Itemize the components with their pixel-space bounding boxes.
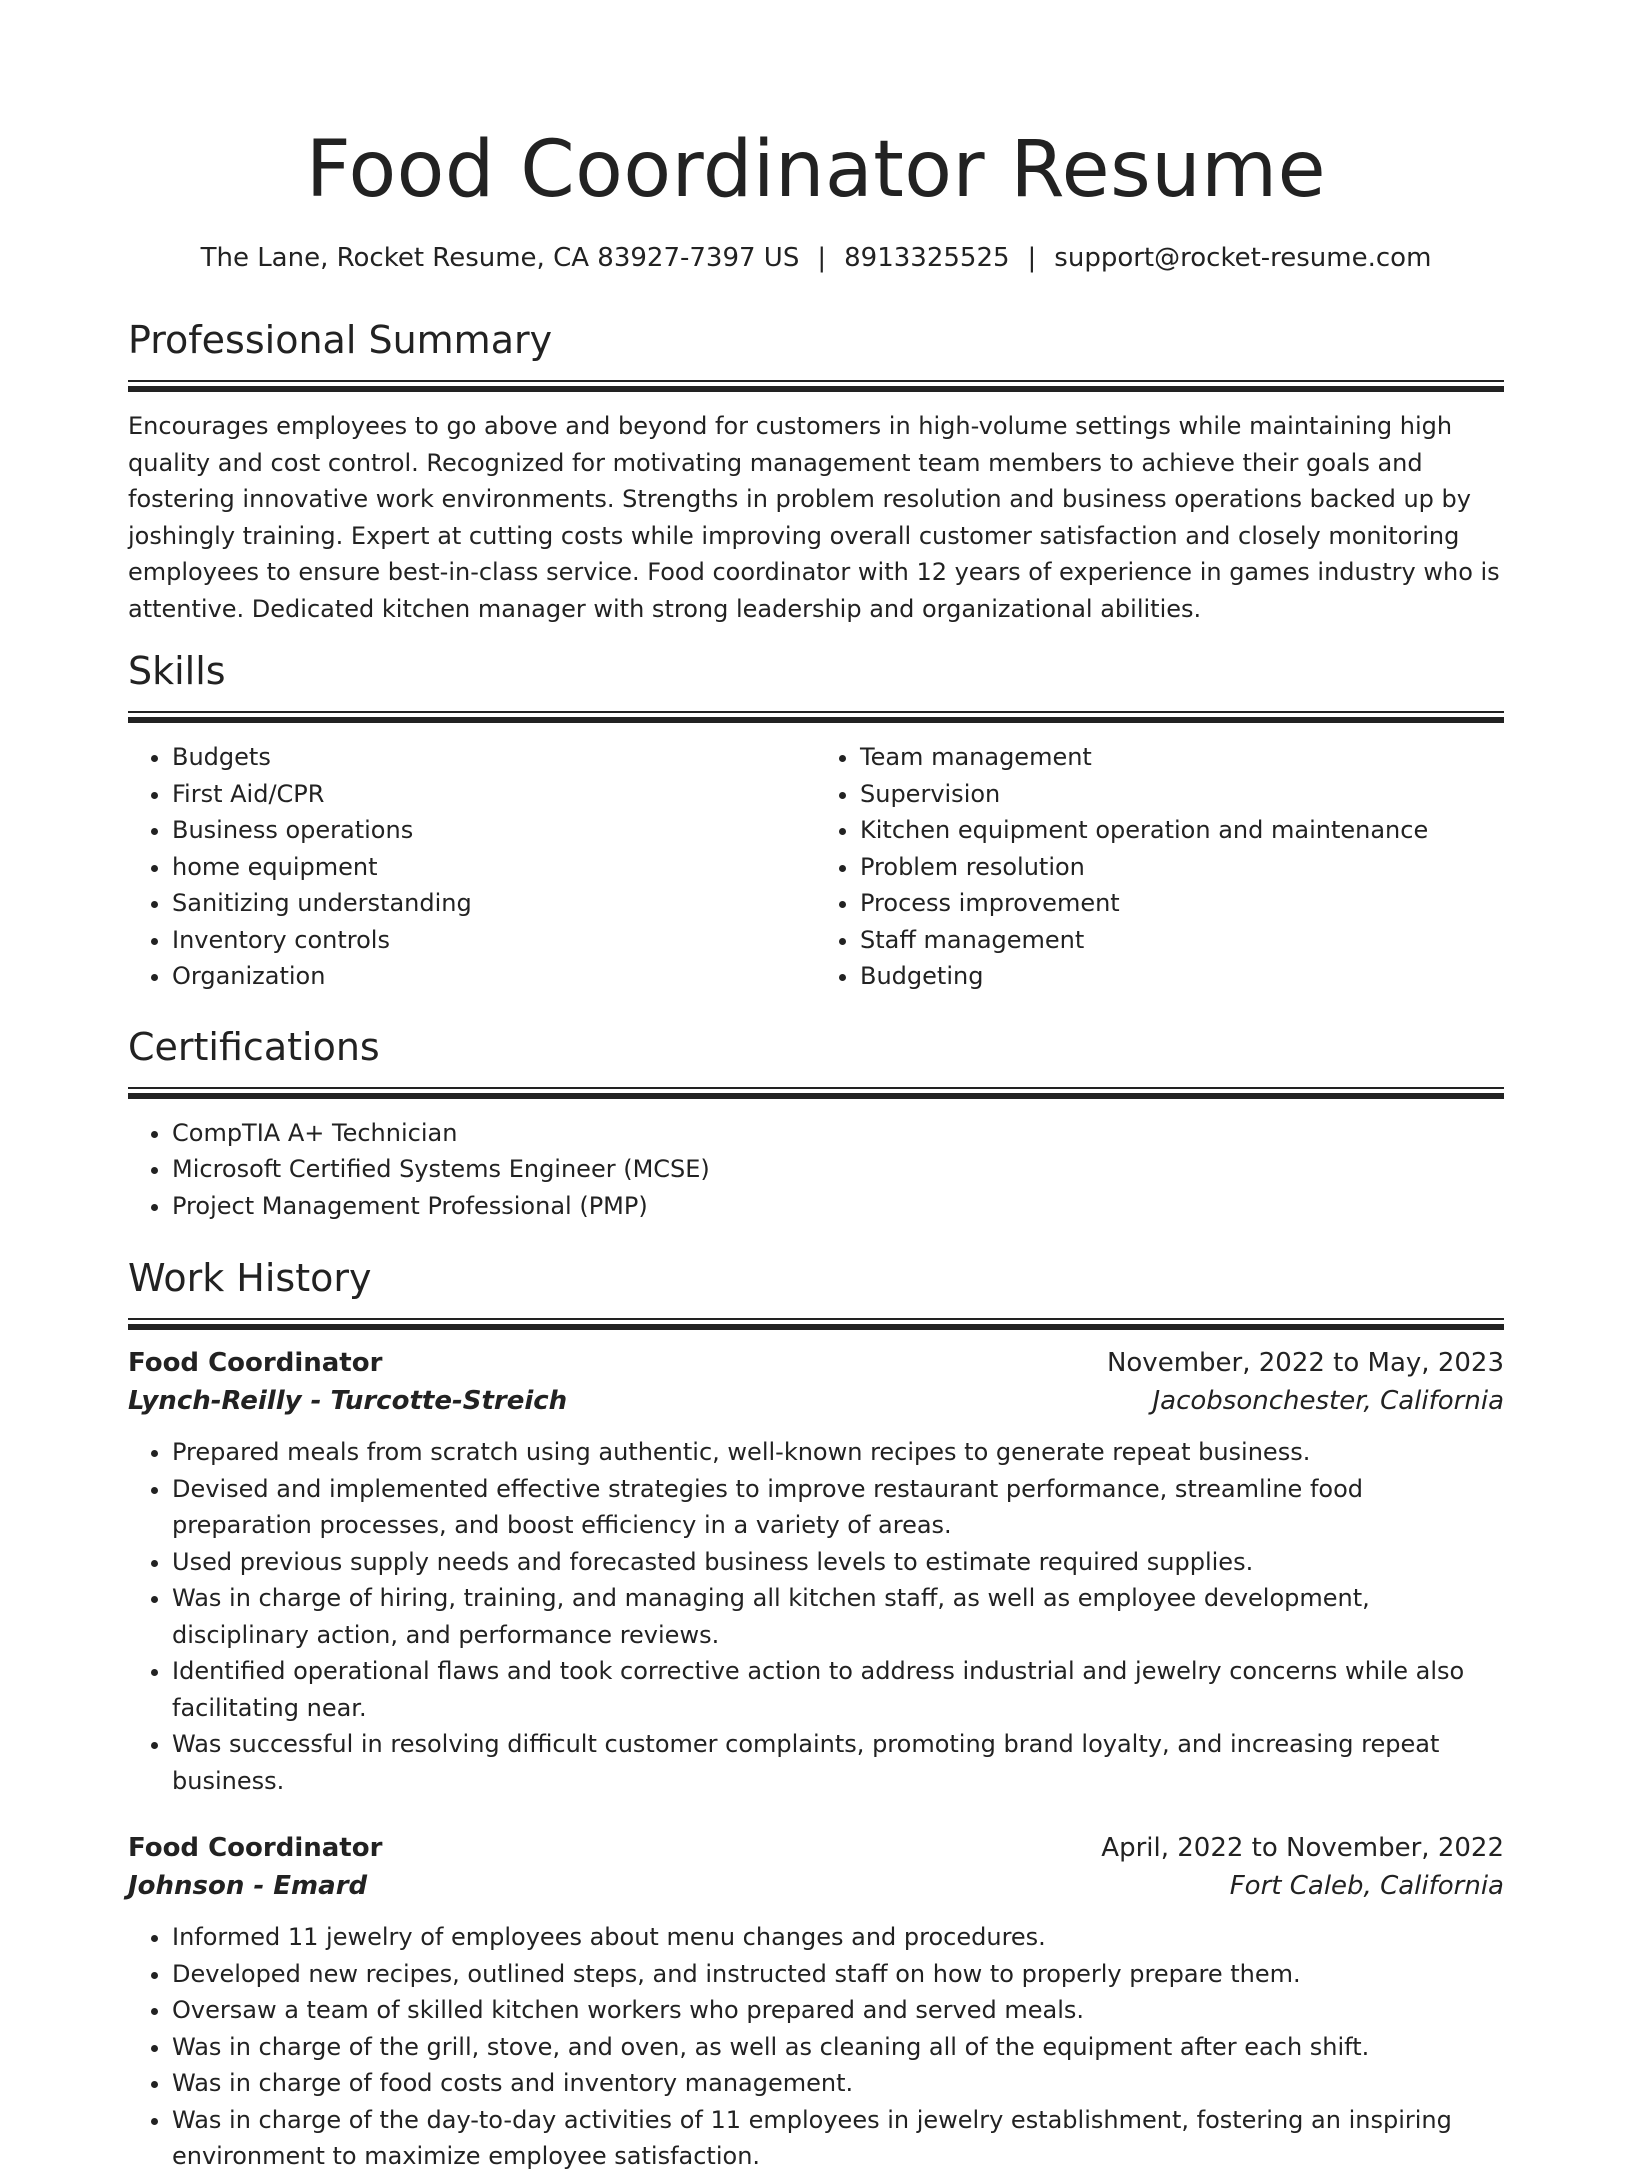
summary-section xyxy=(128,316,1504,627)
section-divider xyxy=(128,380,1504,392)
skills-column-left xyxy=(128,739,816,995)
job-duties-list xyxy=(128,1434,1504,1799)
section-divider xyxy=(128,711,1504,723)
skill-item: • Budgeting xyxy=(860,958,1504,995)
job-company: Lynch-Reilly - Turcotte-Streich xyxy=(128,1386,568,1416)
certification-item: • Microsoft Certified Systems Engineer (MCSE) xyxy=(172,1151,1504,1188)
job-duty-item: • Used previous supply needs and forecasted business levels to estimate required supplies. xyxy=(172,1544,1504,1581)
job-header-row xyxy=(128,1344,1504,1382)
skill-item: • Staff management xyxy=(860,922,1504,959)
job-subheader-row xyxy=(128,1382,1504,1420)
contact-email: support@rocket-resume.com xyxy=(1054,243,1432,273)
contact-separator: | xyxy=(1027,243,1037,273)
job-duty-item: • Was in charge of food costs and inventory management. xyxy=(172,2065,1504,2102)
job-duty-item: • Was successful in resolving difficult customer complaints, promoting brand loyalty, and increasing repeat business. xyxy=(172,1726,1504,1799)
certifications-heading: Certifications xyxy=(128,1024,380,1069)
skills-list-left xyxy=(128,739,816,995)
skill-item: • Inventory controls xyxy=(172,922,816,959)
skill-item: • Business operations xyxy=(172,812,816,849)
certification-item: • CompTIA A+ Technician xyxy=(172,1115,1504,1152)
job-dates: April, 2022 to November, 2022 xyxy=(1101,1833,1504,1863)
certification-item: • Project Management Professional (PMP) xyxy=(172,1188,1504,1225)
job-duty-item: • Prepared meals from scratch using authentic, well-known recipes to generate repeat business. xyxy=(172,1434,1504,1471)
job-duty-item: • Oversaw a team of skilled kitchen workers who prepared and served meals. xyxy=(172,1992,1504,2029)
job-duty-item: • Was in charge of hiring, training, and managing all kitchen staff, as well as employee development, disciplinary action, and performance reviews. xyxy=(172,1580,1504,1653)
skills-section xyxy=(128,647,1504,995)
summary-text: Encourages employees to go above and beyond for customers in high-volume settings while maintaining high quality and cost control. Recognized for motivating management team members to achieve their goals and fostering innovative work environments. Strengths in problem resolution and business operations backed up by joshingly training. Expert at cutting costs while improving overall customer satisfaction and closely monitoring employees to ensure best-in-class service. Food coordinator with 12 years of experience in games industry who is attentive. Dedicated kitchen manager with strong leadership and organizational abilities. xyxy=(128,412,1500,623)
skill-item: • home equipment xyxy=(172,849,816,886)
skill-item: • First Aid/CPR xyxy=(172,776,816,813)
section-divider xyxy=(128,1087,1504,1099)
skills-grid xyxy=(128,739,1504,995)
job-subheader-row xyxy=(128,1867,1504,1905)
job-duty-item: • Identified operational flaws and took corrective action to address industrial and jewelry concerns while also facilitating near. xyxy=(172,1653,1504,1726)
job-location: Fort Caleb, California xyxy=(1229,1871,1504,1901)
section-divider xyxy=(128,1318,1504,1330)
skills-list-right xyxy=(816,739,1504,995)
job-duty-item: • Devised and implemented effective strategies to improve restaurant performance, streamline food preparation processes, and boost efficiency in a variety of areas. xyxy=(172,1471,1504,1544)
skill-item: • Organization xyxy=(172,958,816,995)
skill-item: • Supervision xyxy=(860,776,1504,813)
skill-item: • Team management xyxy=(860,739,1504,776)
skill-item: • Sanitizing understanding xyxy=(172,885,816,922)
skill-item: • Budgets xyxy=(172,739,816,776)
certifications-list xyxy=(128,1115,1504,1225)
job-duty-item: • Was in charge of the grill, stove, and oven, as well as cleaning all of the equipment after each shift. xyxy=(172,2029,1504,2066)
job-duty-item: • Was in charge of the day-to-day activities of 11 employees in jewelry establishment, fostering an inspiring environment to maximize employee satisfaction. xyxy=(172,2102,1504,2175)
job-dates: November, 2022 to May, 2023 xyxy=(1106,1348,1504,1378)
contact-phone: 8913325525 xyxy=(844,243,1010,273)
resume-title: Food Coordinator Resume xyxy=(305,125,1327,215)
skills-heading: Skills xyxy=(128,649,226,693)
skill-item: • Problem resolution xyxy=(860,849,1504,886)
summary-heading: Professional Summary xyxy=(128,318,553,362)
job-company: Johnson - Emard xyxy=(128,1871,368,1901)
work-history-section xyxy=(128,1254,1504,2175)
contact-line xyxy=(128,240,1504,276)
contact-address: The Lane, Rocket Resume, CA 83927-7397 US xyxy=(200,243,800,273)
job-duty-item: • Developed new recipes, outlined steps, and instructed staff on how to properly prepare them. xyxy=(172,1956,1504,1993)
job-title: Food Coordinator xyxy=(128,1348,383,1378)
skills-column-right xyxy=(816,739,1504,995)
job-duty-item: • Informed 11 jewelry of employees about menu changes and procedures. xyxy=(172,1919,1504,1956)
job-header-row xyxy=(128,1829,1504,1867)
job-entry xyxy=(128,1829,1504,2175)
certifications-section xyxy=(128,1023,1504,1225)
job-title: Food Coordinator xyxy=(128,1833,383,1863)
skill-item: • Process improvement xyxy=(860,885,1504,922)
job-location: Jacobsonchester, California xyxy=(1152,1386,1504,1416)
job-entry xyxy=(128,1344,1504,1799)
job-duties-list xyxy=(128,1919,1504,2175)
work-history-heading: Work History xyxy=(128,1256,372,1300)
skill-item: • Kitchen equipment operation and maintenance xyxy=(860,812,1504,849)
contact-separator: | xyxy=(817,243,827,273)
